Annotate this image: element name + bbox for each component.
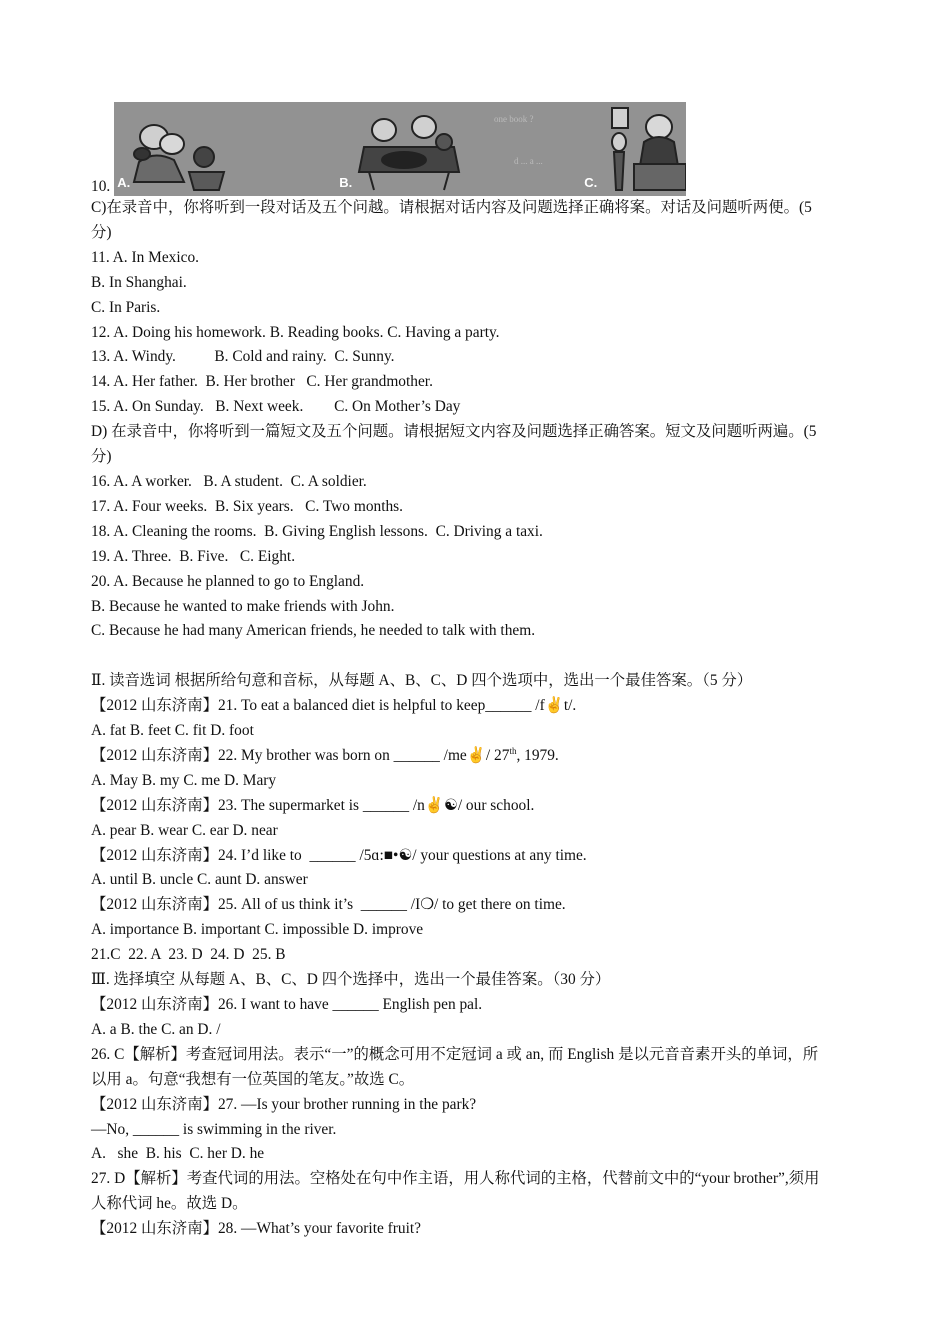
text-line	[91, 744, 863, 769]
text-line: C. In Paris.	[91, 298, 161, 316]
text-line: 15. A. On Sunday. B. Next week. C. On Mother’s Day	[91, 398, 461, 416]
text-line: 16. A. A worker. B. A student. C. A soldier.	[91, 472, 367, 490]
question-10-number: 10.	[91, 178, 111, 195]
text-line: 【2012 山东济南】21. To eat a balanced diet is helpful to keep______ /f✌t/.	[91, 697, 577, 715]
text-line: 18. A. Cleaning the rooms. B. Giving English lessons. C. Driving a taxi.	[91, 522, 543, 540]
faint-background-text: one book ?	[494, 114, 534, 124]
text-line: Ⅱ. 读音选词 根据所给句意和音标，从每题 A、B、C、D 四个选项中，选出一个最佳答案。（5 分）	[91, 672, 753, 690]
q22-text: 【2012 山东济南】22. My brother was born on ______ /me✌/ 27	[91, 746, 510, 764]
text-line: 19. A. Three. B. Five. C. Eight.	[91, 547, 296, 565]
text-line: —No, ______ is swimming in the river.	[91, 1120, 337, 1138]
text-line: A. fat B. feet C. fit D. foot	[91, 722, 254, 740]
text-line: 【2012 山东济南】27. —Is your brother running in the park?	[91, 1095, 477, 1113]
cartoon-illustration	[114, 102, 686, 196]
text-line: 17. A. Four weeks. B. Six years. C. Two months.	[91, 497, 404, 515]
q22-text-end: , 1979.	[516, 746, 559, 764]
option-b-label: B.	[339, 175, 353, 191]
text-line: 13. A. Windy. B. Cold and rainy. C. Sunny.	[91, 348, 395, 366]
text-line: A. pear B. wear C. ear D. near	[91, 821, 278, 839]
text-line: 【2012 山东济南】28. —What’s your favorite fruit?	[91, 1220, 421, 1238]
text-line: 11. A. In Mexico.	[91, 248, 200, 266]
text-line: 21.C 22. A 23. D 24. D 25. B	[91, 946, 286, 964]
svg-text:d ... a ...: d ... a ...	[514, 156, 543, 166]
question-10-row	[91, 98, 863, 196]
text-line: 【2012 山东济南】23. The supermarket is ______ /n✌☯/ our school.	[91, 796, 535, 814]
text-line: C)在录音中，你将听到一段对话及五个问越。请根据对话内容及问题选择正确将案。对话及问题听两便。(5	[91, 199, 812, 216]
text-line: 12. A. Doing his homework. B. Reading books. C. Having a party.	[91, 323, 500, 341]
option-a-label: A.	[117, 175, 131, 191]
text-line: C. Because he had many American friends, he needed to talk with them.	[91, 622, 536, 640]
text-line: 【2012 山东济南】25. All of us think it’s ______ /I❍/ to get there on time.	[91, 896, 566, 914]
document-page	[91, 98, 863, 1242]
text-line: A. May B. my C. me D. Mary	[91, 771, 277, 789]
text-line: A. she B. his C. her D. he	[91, 1145, 265, 1163]
blank-line	[91, 644, 863, 669]
text-line: B. In Shanghai.	[91, 273, 187, 291]
text-line: Ⅲ. 选择填空 从每题 A、B、C、D 四个选择中，选出一个最佳答案。（30 分）	[91, 971, 611, 989]
text-line: 分)	[91, 448, 112, 466]
text-line: 以用 a。句意“我想有一位英国的笔友。”故选 C。	[91, 1070, 415, 1088]
text-line: 27. D【解析】考查代词的用法。空格处在句中作主语，用人称代词的主格，代替前文中的“your brother”,须用	[91, 1170, 820, 1188]
text-line: A. until B. uncle C. aunt D. answer	[91, 871, 308, 889]
text-line: 【2012 山东济南】26. I want to have ______ English pen pal.	[91, 995, 483, 1013]
text-line: 人称代词 he。故选 D。	[91, 1195, 248, 1213]
text-line: 14. A. Her father. B. Her brother C. Her grandmother.	[91, 373, 433, 391]
option-c-label: C.	[584, 175, 598, 191]
text-line: B. Because he wanted to make friends with John.	[91, 597, 395, 615]
text-body	[91, 196, 863, 1242]
text-line: 【2012 山东济南】24. I’d like to ______ /5ɑ:■•☯/ your questions at any time.	[91, 846, 587, 864]
text-line: D) 在录音中，你将听到一篇短文及五个问题。请根据短文内容及问题选择正确答案。短文及问题听两遍。(5	[91, 423, 817, 441]
question-10-picture	[114, 102, 686, 196]
text-line: 分)	[91, 223, 112, 241]
text-line: A. a B. the C. an D. /	[91, 1020, 221, 1038]
text-line: A. importance B. important C. impossible D. improve	[91, 921, 424, 939]
text-line: 20. A. Because he planned to go to England.	[91, 572, 365, 590]
text-line: 26. C【解析】考查冠词用法。表示“一”的概念可用不定冠词 a 或 an, 而 English 是以元音音素开头的单词，所	[91, 1045, 819, 1063]
q22-superscript: th	[509, 745, 517, 756]
